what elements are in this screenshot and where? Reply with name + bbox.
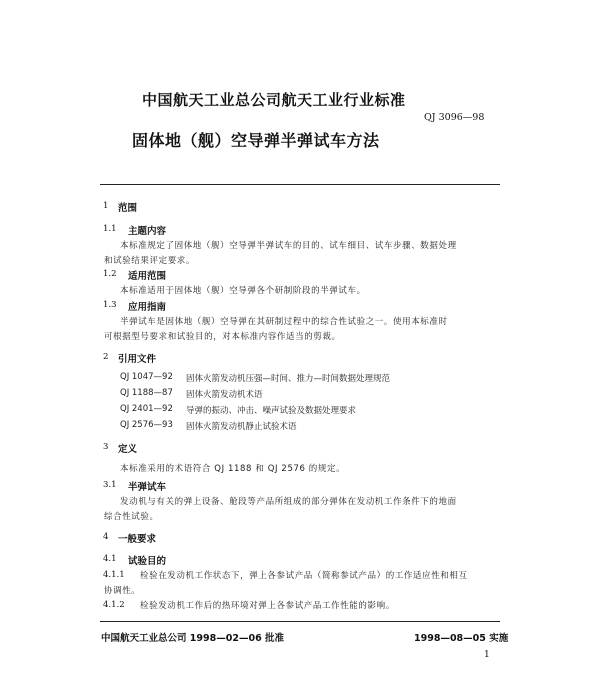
paragraph-line: 协调性。	[104, 586, 141, 596]
reference-title: 固体火箭发动机压强—时间、推力—时间数据处理规范	[186, 374, 391, 384]
paragraph-line: 可根据型号要求和试验目的，对本标准内容作适当的剪裁。	[104, 332, 341, 342]
reference-title: 固体火箭发动机术语	[186, 390, 263, 400]
paragraph-line: 检验发动机工作后的热环境对弹上各参试产品工作性能的影响。	[140, 601, 395, 611]
section-number: 3.1	[103, 480, 117, 490]
paragraph-line: 检验在发动机工作状态下，弹上各参试产品（简称参试产品）的工作适应性和相互	[140, 571, 468, 581]
section-number: 2	[103, 352, 109, 362]
section-heading: 应用指南	[128, 302, 167, 313]
section-heading: 适用范围	[128, 271, 167, 282]
section-number: 4.1	[103, 554, 117, 564]
paragraph-line: 综合性试验。	[104, 512, 159, 522]
section-heading: 试验目的	[128, 556, 167, 567]
section-number: 1.2	[103, 269, 117, 279]
section-number: 3	[103, 442, 109, 452]
section-number: 1.1	[103, 224, 117, 234]
section-number: 1.3	[103, 300, 117, 310]
page-number: 1	[484, 650, 490, 660]
section-number: 4	[103, 532, 109, 542]
document-title: 固体地（舰）空导弹半弹试车方法	[132, 131, 380, 150]
reference-code: QJ 2576—93	[120, 420, 173, 430]
standard-code: QJ 3096—98	[424, 112, 485, 123]
reference-code: QJ 2401—92	[120, 404, 173, 414]
paragraph-line: 和试验结果评定要求。	[104, 256, 196, 266]
title-divider	[100, 184, 500, 185]
reference-title: 固体火箭发动机静止试验术语	[186, 422, 297, 432]
reference-title: 导弹的振动、冲击、噪声试验及数据处理要求	[186, 406, 357, 416]
paragraph-line: 本标准采用的术语符合 QJ 1188 和 QJ 2576 的规定。	[120, 464, 346, 474]
effective-date: 1998—08—05 实施	[414, 633, 509, 644]
section-number: 1	[103, 201, 109, 211]
section-heading: 范围	[118, 203, 138, 214]
approval-info: 中国航天工业总公司 1998—02—06 批准	[101, 633, 284, 644]
paragraph-line: 本标准规定了固体地（舰）空导弹半弹试车的目的、试车细目、试车步骤、数据处理	[120, 241, 457, 251]
section-number: 4.1.1	[103, 570, 125, 580]
section-heading: 一般要求	[118, 534, 157, 545]
section-heading: 主题内容	[128, 226, 167, 237]
section-heading: 半弹试车	[128, 482, 167, 493]
section-heading: 引用文件	[118, 354, 157, 365]
paragraph-line: 半弹试车是固体地（舰）空导弹在其研制过程中的综合性试验之一。使用本标准时	[120, 317, 448, 327]
section-heading: 定义	[118, 444, 138, 455]
issuing-organization: 中国航天工业总公司航天工业行业标准	[142, 91, 406, 109]
reference-code: QJ 1047—92	[120, 372, 173, 382]
paragraph-line: 发动机与有关的弹上设备、舱段等产品所组成的部分弹体在发动机工作条件下的地面	[120, 497, 457, 507]
reference-code: QJ 1188—87	[120, 388, 173, 398]
section-number: 4.1.2	[103, 600, 125, 610]
footer-divider	[100, 621, 500, 622]
paragraph-line: 本标准适用于固体地（舰）空导弹各个研制阶段的半弹试车。	[120, 286, 366, 296]
